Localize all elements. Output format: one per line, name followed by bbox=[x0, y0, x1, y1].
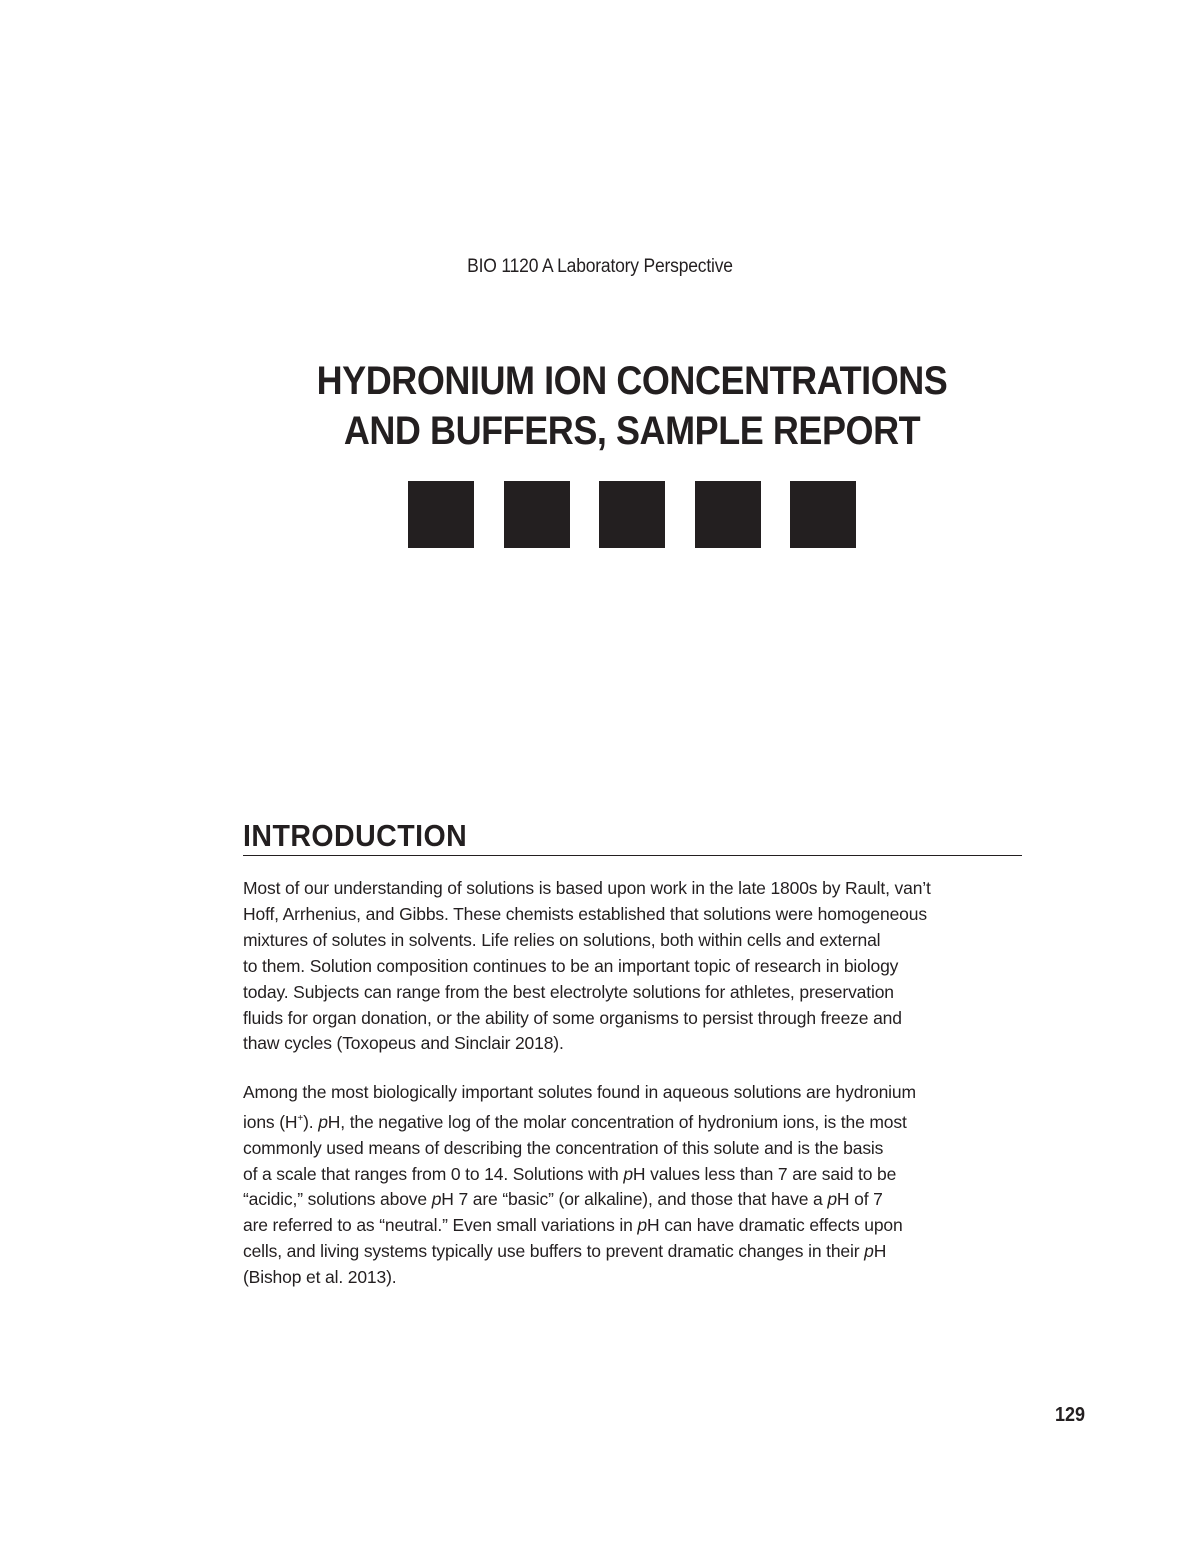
decorative-square bbox=[695, 481, 761, 548]
paragraph-line: Most of our understanding of solutions is based upon work in the late 1800s by Rault, van’t bbox=[243, 878, 931, 898]
decorative-square bbox=[790, 481, 856, 548]
paragraph-line: to them. Solution composition continues to be an important topic of research in biology bbox=[243, 955, 899, 976]
decorative-squares bbox=[408, 481, 856, 548]
decorative-square bbox=[504, 481, 570, 548]
running-header: BIO 1120 A Laboratory Perspective bbox=[467, 256, 733, 277]
chapter-title-line-1: HYDRONIUM ION CONCENTRATIONS bbox=[316, 359, 948, 403]
decorative-square bbox=[599, 481, 665, 548]
chapter-title-line-2: AND BUFFERS, SAMPLE REPORT bbox=[343, 409, 921, 453]
paragraph-line: fluids for organ donation, or the ability of some organisms to persist through freeze and bbox=[243, 1007, 902, 1028]
paragraph-line: are referred to as “neutral.” Even small variations in pH can have dramatic effects upon bbox=[243, 1215, 903, 1236]
chapter-title bbox=[63, 356, 1200, 456]
paragraph-line: Hoff, Arrhenius, and Gibbs. These chemists established that solutions were homogeneous bbox=[243, 903, 927, 924]
page-number: 129 bbox=[1055, 1404, 1086, 1426]
paragraph-line: cells, and living systems typically use buffers to prevent dramatic changes in their pH bbox=[243, 1241, 887, 1262]
paragraph-line: today. Subjects can range from the best electrolyte solutions for athletes, preservation bbox=[243, 981, 894, 1002]
paragraph-line: mixtures of solutes in solvents. Life relies on solutions, both within cells and external bbox=[243, 929, 881, 950]
paragraph-line: ions (H+). pH, the negative log of the molar concentration of hydronium ions, is the most bbox=[243, 1111, 907, 1132]
paragraph-line: (Bishop et al. 2013). bbox=[243, 1267, 397, 1288]
paragraph-line: of a scale that ranges from 0 to 14. Solutions with pH values less than 7 are said to be bbox=[243, 1163, 897, 1184]
decorative-square bbox=[408, 481, 474, 548]
paragraph-line: commonly used means of describing the concentration of this solute and is the basis bbox=[243, 1137, 884, 1158]
paragraph-line: thaw cycles (Toxopeus and Sinclair 2018). bbox=[243, 1033, 564, 1054]
paragraph-line: “acidic,” solutions above pH 7 are “basic” (or alkaline), and those that have a pH of 7 bbox=[243, 1189, 883, 1210]
paragraph-1 bbox=[243, 876, 1033, 1057]
section-heading: INTRODUCTION bbox=[243, 818, 468, 853]
section-rule bbox=[243, 855, 1022, 856]
paragraph-2 bbox=[243, 1080, 1033, 1291]
paragraph-line: Among the most biologically important solutes found in aqueous solutions are hydronium bbox=[243, 1082, 916, 1102]
